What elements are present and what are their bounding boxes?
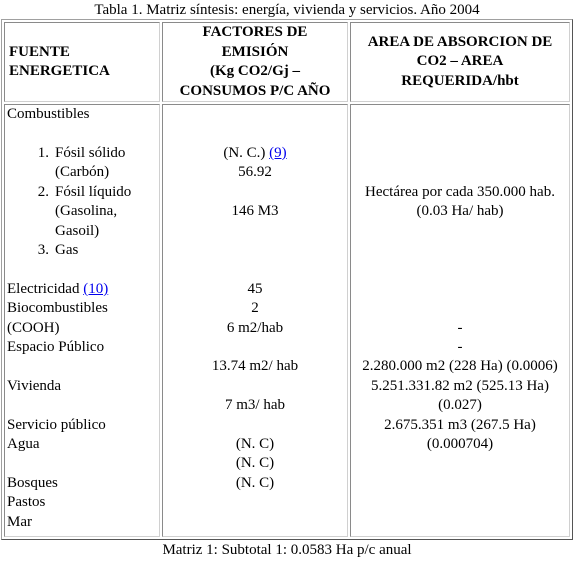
blank-line xyxy=(165,222,345,241)
list-text-continued: (Gasolina, xyxy=(55,203,118,220)
list-number: 3. xyxy=(37,242,49,259)
bosques-value: (N. C) xyxy=(235,474,275,491)
list-number: 2. xyxy=(37,183,49,200)
nc-value: (N. C) xyxy=(235,455,275,472)
header-line: FACTORES DE xyxy=(202,24,308,41)
agua-label: Agua xyxy=(7,435,40,452)
servicio-area-ratio: (0.000704) xyxy=(426,435,494,452)
blank-line xyxy=(353,222,567,241)
fuente-column-cell xyxy=(4,104,160,537)
espacio-area: 2.280.000 m2 (228 Ha) (0.0006) xyxy=(362,358,558,375)
espacio-publico-label: Espacio Público xyxy=(7,339,105,355)
liquido-area: Hectárea por cada 350.000 hab. xyxy=(365,183,555,200)
cooh-area: - xyxy=(457,319,463,336)
carbon-value: 56.92 xyxy=(238,164,272,181)
list-number: 1. xyxy=(37,145,49,162)
combustibles-label: Combustibles xyxy=(7,106,90,123)
bosques-label: Bosques xyxy=(7,474,58,491)
blank-line xyxy=(7,454,157,473)
cooh-value: 6 m2/hab xyxy=(226,319,284,336)
electricidad-label: Electricidad xyxy=(7,280,80,297)
servicio-area: 2.675.351 m3 (267.5 Ha) xyxy=(384,416,536,433)
header-line: CONSUMOS P/C AÑO xyxy=(179,82,331,99)
nc-reference-row xyxy=(165,144,345,163)
vivienda-area-ratio: (0.027) xyxy=(438,397,482,414)
liquido-value: 146 M3 xyxy=(231,203,279,220)
electricidad-value: 45 xyxy=(247,280,263,297)
header-line: REQUERIDA/hbt xyxy=(401,72,519,89)
table-body-row xyxy=(4,104,570,537)
vivienda-area: 5.251.331.82 m2 (525.13 Ha) xyxy=(371,377,549,394)
blank-line xyxy=(7,357,157,376)
list-item-fosil-solido xyxy=(7,144,157,163)
electricidad-row xyxy=(7,280,157,299)
cooh-label: (COOH) xyxy=(7,319,60,336)
blank-line xyxy=(165,377,345,396)
table-header-row xyxy=(4,22,570,102)
blank-line xyxy=(353,105,567,124)
blank-line xyxy=(353,241,567,260)
blank-line xyxy=(7,260,157,279)
nc-value: (N. C.) xyxy=(223,145,266,162)
table-subtotal-caption: Matriz 1: Subtotal 1: 0.0583 Ha p/c anual xyxy=(162,542,412,558)
header-factores-emision xyxy=(162,22,348,102)
factores-column-cell xyxy=(162,104,348,537)
reference-link-10[interactable]: (10) xyxy=(83,280,109,297)
header-line: FUENTE xyxy=(9,43,70,60)
blank-line xyxy=(165,260,345,279)
blank-line xyxy=(353,125,567,144)
table-caption: Tabla 1. Matriz síntesis: energía, vivienda y servicios. Año 2004 xyxy=(94,2,480,18)
vivienda-value: 7 m3/ hab xyxy=(225,397,285,414)
blank-line xyxy=(353,280,567,299)
blank-line xyxy=(353,260,567,279)
list-text-continued: (Carbón) xyxy=(55,164,110,181)
header-line: ENERGETICA xyxy=(9,63,110,80)
list-text: Fósil sólido xyxy=(55,145,126,162)
blank-line xyxy=(165,105,345,124)
header-line: (Kg CO2/Gj – xyxy=(210,63,300,80)
area-column-cell xyxy=(350,104,570,537)
espacio-value: 13.74 m2/ hab xyxy=(211,358,299,375)
vivienda-label: Vivienda xyxy=(7,377,62,394)
list-text-continued: Gasoil) xyxy=(55,222,100,239)
blank-line xyxy=(7,125,157,144)
blank-line xyxy=(353,299,567,318)
header-line: CO2 – AREA xyxy=(416,53,504,70)
blank-line xyxy=(353,163,567,182)
header-fuente-energetica xyxy=(4,22,160,102)
servicio-publico-label: Servicio público xyxy=(7,416,106,433)
blank-line xyxy=(165,125,345,144)
reference-link-9[interactable]: (9) xyxy=(269,145,287,162)
blank-line xyxy=(165,241,345,260)
blank-line xyxy=(165,416,345,435)
emissions-matrix-table xyxy=(1,19,573,540)
blank-line xyxy=(353,144,567,163)
list-item-fosil-liquido xyxy=(7,183,157,202)
agua-value: (N. C) xyxy=(235,435,275,452)
blank-line xyxy=(165,183,345,202)
list-text: Gas xyxy=(55,242,79,259)
espacio-dash: - xyxy=(457,339,463,355)
pastos-label: Pastos xyxy=(7,494,46,511)
mar-label: Mar xyxy=(7,513,32,530)
header-line: EMISIÓN xyxy=(221,43,289,60)
liquido-area-ratio: (0.03 Ha/ hab) xyxy=(416,203,504,220)
header-line: AREA DE ABSORCION DE xyxy=(367,34,553,51)
biocombustibles-value: 2 xyxy=(251,300,259,317)
list-text: Fósil líquido xyxy=(55,183,132,200)
blank-line xyxy=(7,396,157,415)
biocombustibles-label: Biocombustibles xyxy=(7,300,108,317)
header-area-absorcion xyxy=(350,22,570,102)
list-item-gas xyxy=(7,241,157,260)
blank-line xyxy=(165,338,345,357)
